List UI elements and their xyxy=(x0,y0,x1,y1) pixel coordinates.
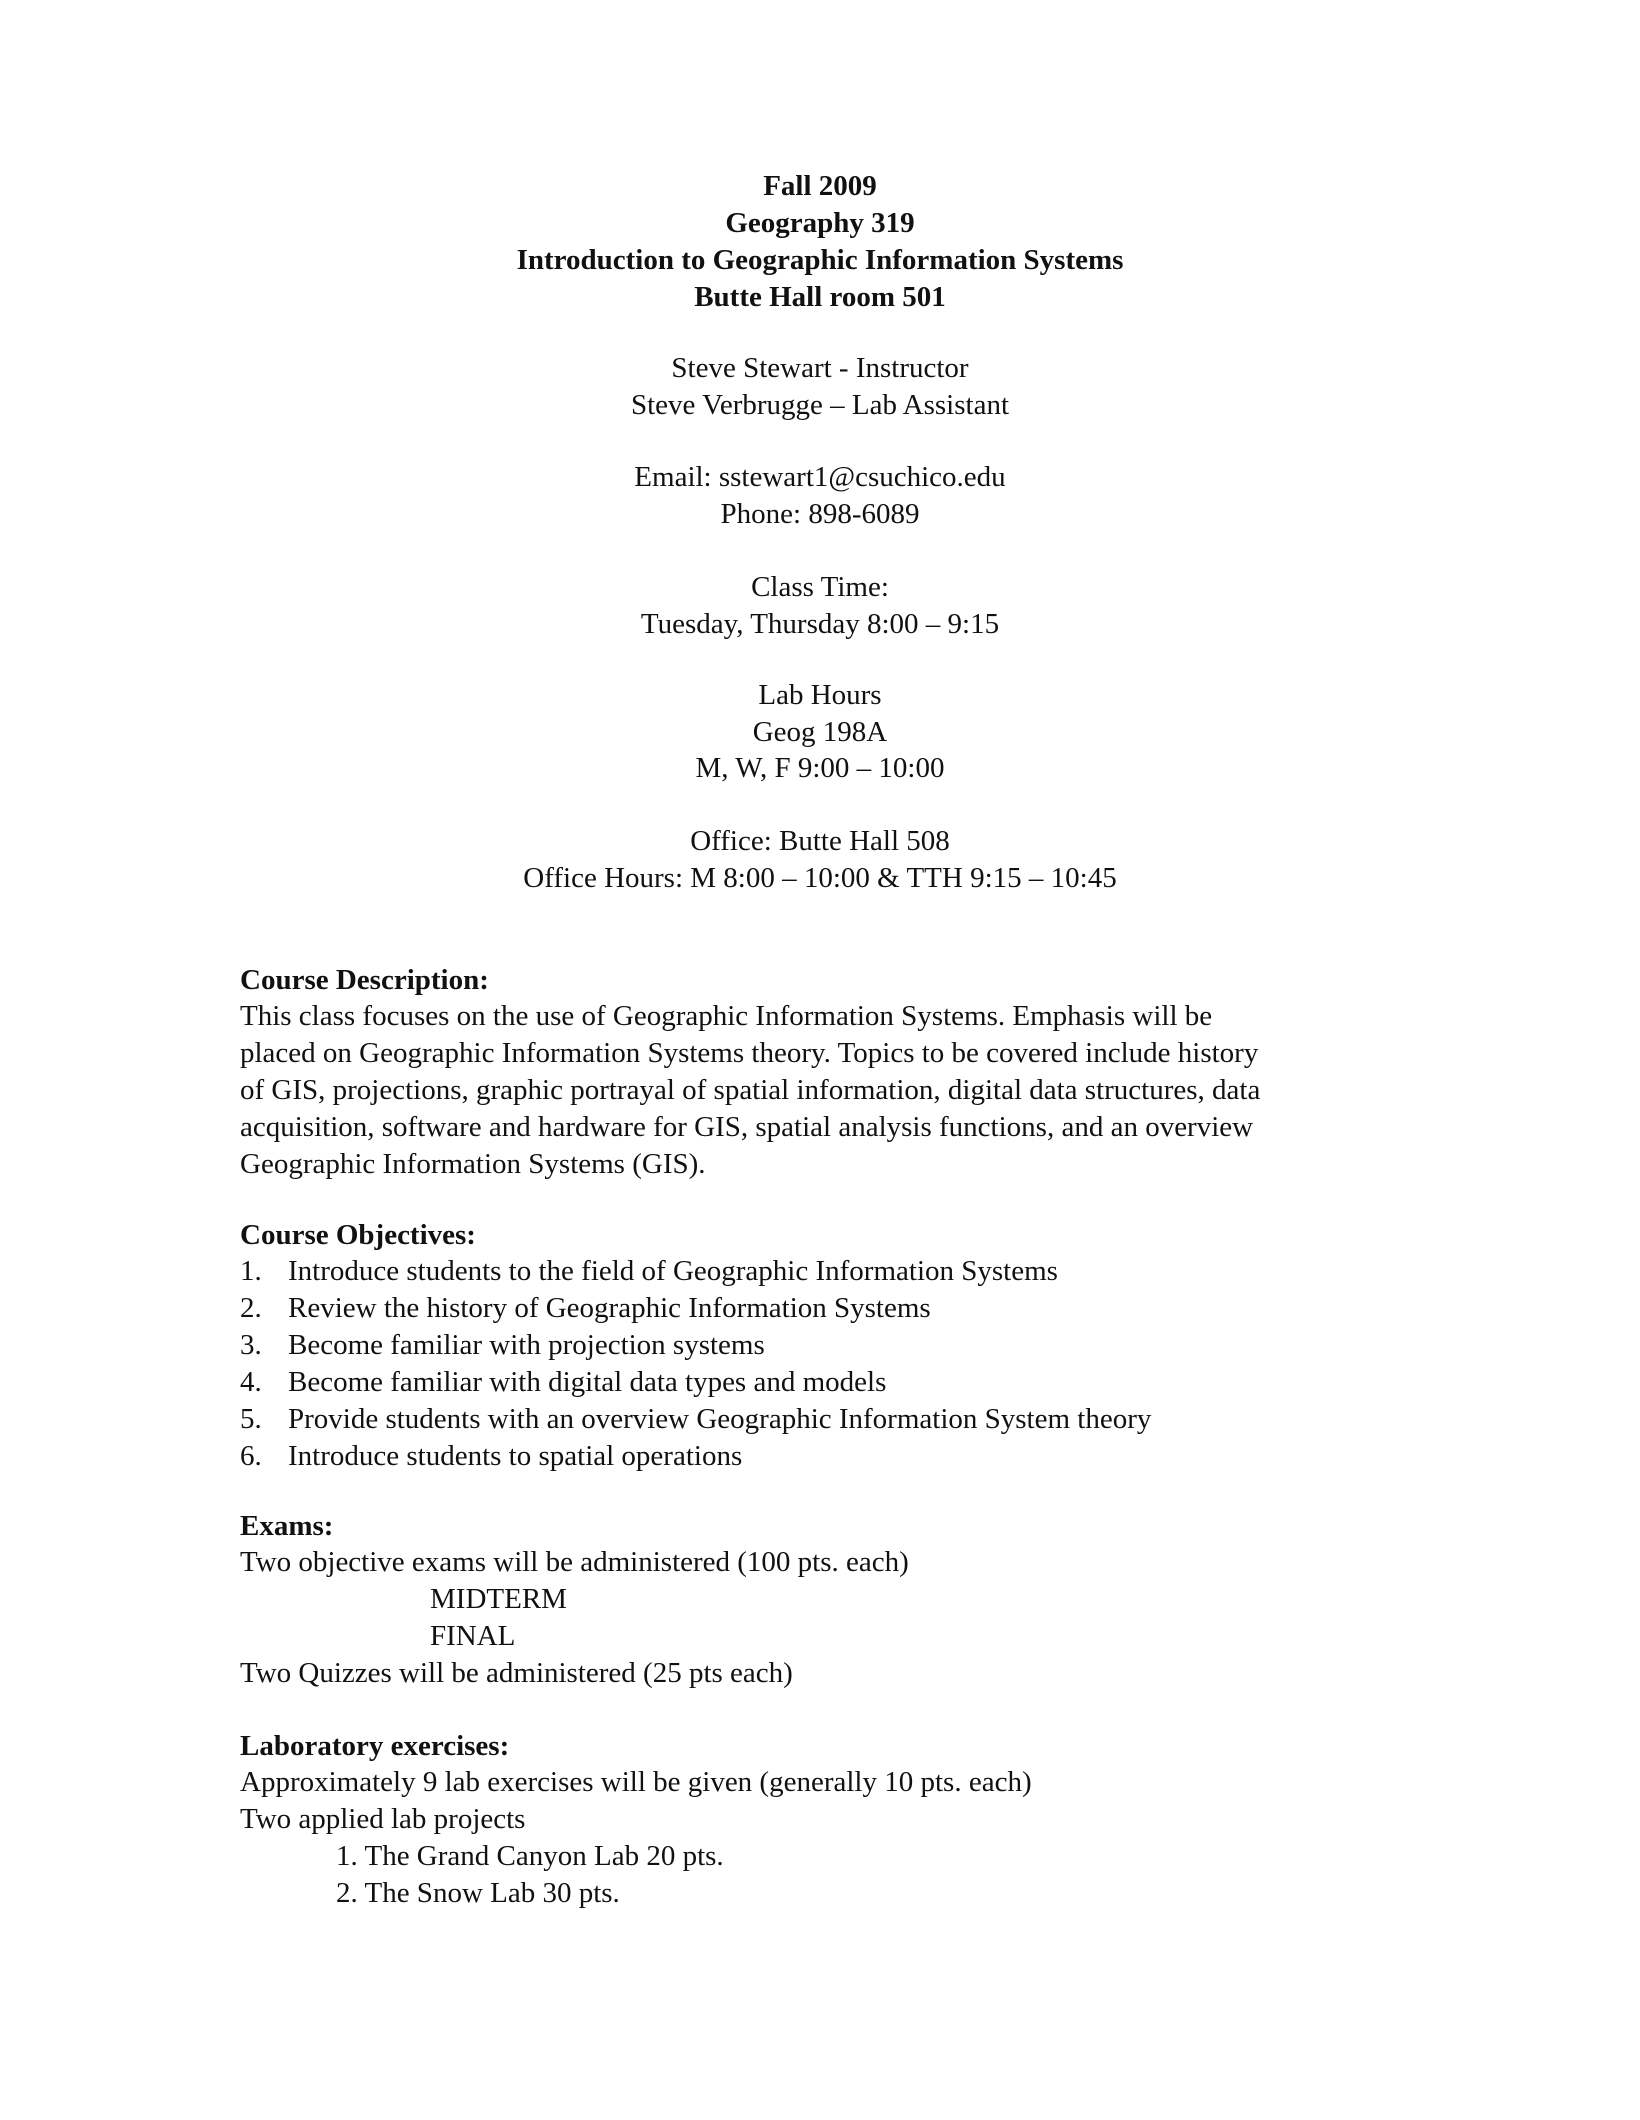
objective-item xyxy=(240,1364,1400,1401)
course-number-heading: Geography 319 xyxy=(725,207,915,239)
objective-number: 3. xyxy=(240,1329,262,1361)
exams-intro: Two objective exams will be administered (100 pts. each) xyxy=(240,1546,909,1578)
labs-title: Laboratory exercises: xyxy=(240,1730,510,1762)
objective-text: Become familiar with projection systems xyxy=(288,1329,765,1361)
class-time-value: Tuesday, Thursday 8:00 – 9:15 xyxy=(640,607,1000,640)
term-heading: Fall 2009 xyxy=(763,170,877,202)
description-line: Geographic Information Systems (GIS). xyxy=(240,1148,706,1180)
quizzes-line: Two Quizzes will be administered (25 pts each) xyxy=(240,1657,793,1689)
objectives-list xyxy=(240,1253,1400,1475)
objective-number: 4. xyxy=(240,1366,262,1398)
lab-hours-course: Geog 198A xyxy=(752,715,888,748)
description-line: of GIS, projections, graphic portrayal of spatial information, digital data structures, data xyxy=(240,1074,1261,1106)
syllabus-header xyxy=(0,168,1640,316)
course-description-section xyxy=(240,962,1400,1183)
objective-text: Introduce students to spatial operations xyxy=(288,1440,743,1472)
objective-number: 5. xyxy=(240,1403,262,1435)
instructor-line: Steve Stewart - Instructor xyxy=(671,352,969,384)
lab-hours-value: M, W, F 9:00 – 10:00 xyxy=(695,752,945,784)
contact-block xyxy=(0,459,1640,532)
description-line: placed on Geographic Information Systems theory. Topics to be covered include history xyxy=(240,1037,1259,1069)
course-objectives-title: Course Objectives: xyxy=(240,1219,476,1251)
objective-item xyxy=(240,1401,1400,1438)
lab-hours-label: Lab Hours xyxy=(758,679,882,711)
lab-exercises-line: Approximately 9 lab exercises will be given (generally 10 pts. each) xyxy=(240,1766,1032,1798)
objective-number: 2. xyxy=(240,1292,262,1324)
phone-line: Phone: 898-6089 xyxy=(720,497,920,530)
objective-number: 1. xyxy=(240,1255,262,1287)
room-heading: Butte Hall room 501 xyxy=(694,281,946,313)
description-line: acquisition, software and hardware for GIS, spatial analysis functions, and an overview xyxy=(240,1111,1254,1143)
objective-number: 6. xyxy=(240,1440,262,1472)
course-title-heading: Introduction to Geographic Information Systems xyxy=(516,244,1124,276)
midterm-line: MIDTERM xyxy=(430,1583,567,1615)
exams-title: Exams: xyxy=(240,1510,334,1542)
email-line: Email: sstewart1@csuchico.edu xyxy=(634,461,1006,493)
final-line: FINAL xyxy=(430,1620,516,1652)
lab-projects-intro: Two applied lab projects xyxy=(240,1803,526,1835)
lab-project-item: 1. The Grand Canyon Lab 20 pts. xyxy=(336,1840,724,1872)
objective-item xyxy=(240,1253,1400,1290)
exams-section xyxy=(240,1508,1400,1692)
objective-item xyxy=(240,1290,1400,1327)
objective-item xyxy=(240,1327,1400,1364)
lab-assistant-line: Steve Verbrugge – Lab Assistant xyxy=(630,388,1010,421)
office-hours: Office Hours: M 8:00 – 10:00 & TTH 9:15 – 10:45 xyxy=(523,861,1117,894)
class-time-block xyxy=(0,569,1640,642)
objective-text: Become familiar with digital data types and models xyxy=(288,1366,887,1398)
lab-hours-block xyxy=(0,677,1640,787)
description-line: This class focuses on the use of Geographic Information Systems. Emphasis will be xyxy=(240,1000,1213,1032)
class-time-label: Class Time: xyxy=(751,571,889,603)
office-block xyxy=(0,823,1640,896)
office-location: Office: Butte Hall 508 xyxy=(690,825,950,857)
lab-project-item: 2. The Snow Lab 30 pts. xyxy=(336,1877,620,1909)
labs-section xyxy=(240,1728,1400,1912)
objective-text: Introduce students to the field of Geographic Information Systems xyxy=(288,1255,1058,1287)
course-objectives-section xyxy=(240,1217,1400,1475)
objective-text: Provide students with an overview Geographic Information System theory xyxy=(288,1403,1152,1435)
staff-block xyxy=(0,350,1640,423)
course-description-title: Course Description: xyxy=(240,964,489,996)
objective-text: Review the history of Geographic Information Systems xyxy=(288,1292,931,1324)
objective-item xyxy=(240,1438,1400,1475)
